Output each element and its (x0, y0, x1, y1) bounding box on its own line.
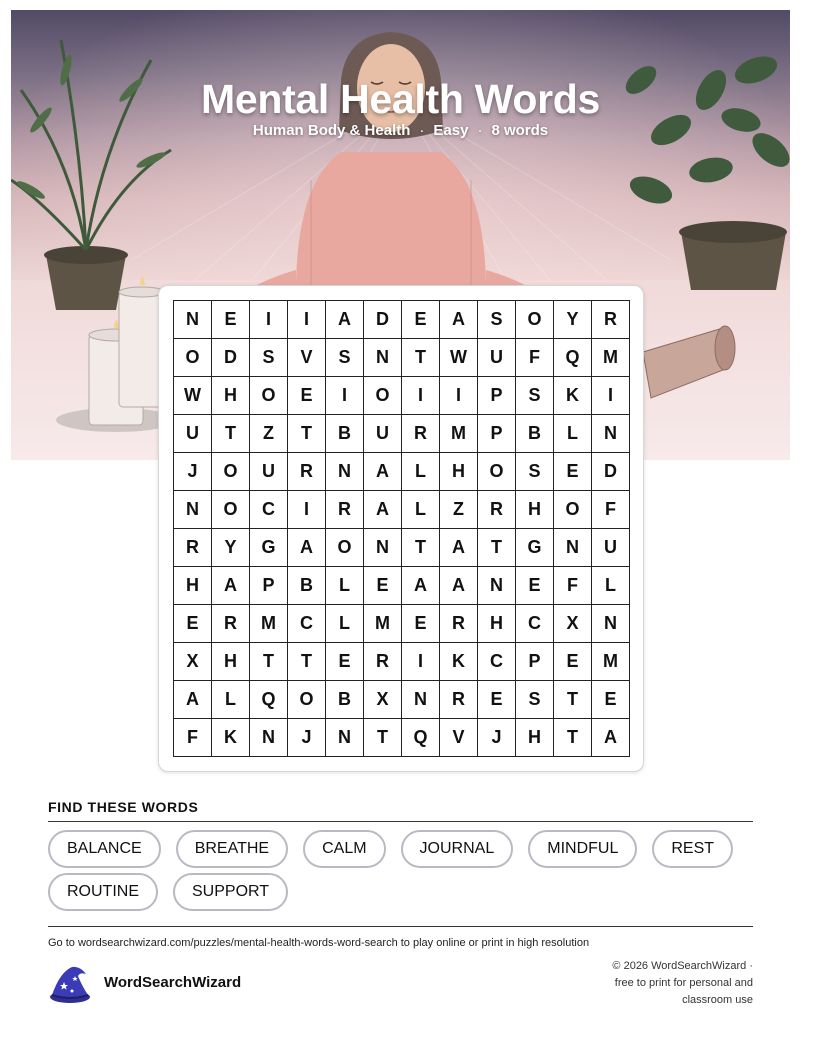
word-pill-balance: BALANCE (48, 830, 161, 868)
grid-cell[interactable]: U (592, 529, 630, 567)
grid-cell[interactable]: K (554, 377, 592, 415)
grid-cell[interactable]: M (440, 415, 478, 453)
grid-cell[interactable]: R (212, 605, 250, 643)
grid-cell[interactable]: C (250, 491, 288, 529)
grid-cell[interactable]: N (250, 719, 288, 757)
grid-cell[interactable]: N (554, 529, 592, 567)
grid-cell[interactable]: G (516, 529, 554, 567)
category-label: Human Body & Health (252, 122, 411, 139)
grid-cell[interactable]: N (174, 301, 212, 339)
grid-cell[interactable]: A (364, 491, 402, 529)
word-count-label: 8 words (491, 122, 549, 139)
grid-cell[interactable]: U (364, 415, 402, 453)
grid-cell[interactable]: C (516, 605, 554, 643)
grid-cell[interactable]: S (516, 681, 554, 719)
word-pill-breathe: BREATHE (176, 830, 288, 868)
grid-cell[interactable]: M (364, 605, 402, 643)
grid-cell[interactable]: M (592, 339, 630, 377)
grid-cell[interactable]: L (402, 491, 440, 529)
grid-cell[interactable]: B (326, 681, 364, 719)
grid-cell[interactable]: A (212, 567, 250, 605)
grid-cell[interactable]: D (364, 301, 402, 339)
grid-cell[interactable]: C (478, 643, 516, 681)
grid-cell[interactable]: T (402, 339, 440, 377)
grid-cell[interactable]: O (554, 491, 592, 529)
grid-cell[interactable]: N (364, 339, 402, 377)
grid-cell[interactable]: S (250, 339, 288, 377)
grid-cell[interactable]: H (478, 605, 516, 643)
grid-cell[interactable]: E (174, 605, 212, 643)
grid-cell[interactable]: A (288, 529, 326, 567)
grid-cell[interactable]: N (326, 719, 364, 757)
grid-cell[interactable]: L (326, 567, 364, 605)
grid-cell[interactable]: H (174, 567, 212, 605)
grid-cell[interactable]: T (554, 719, 592, 757)
grid-cell[interactable]: F (592, 491, 630, 529)
footer-url-text: Go to wordsearchwizard.com/puzzles/mental-health-words-word-search to play online or print in high resolution (48, 937, 590, 949)
grid-cell[interactable]: Y (554, 301, 592, 339)
copyright-line: © 2026 WordSearchWizard · (612, 960, 753, 972)
grid-cell[interactable]: E (402, 605, 440, 643)
grid-cell[interactable]: Q (250, 681, 288, 719)
divider (48, 821, 753, 822)
grid-cell[interactable]: R (440, 681, 478, 719)
word-list-heading: FIND THESE WORDS (48, 799, 199, 815)
grid-cell[interactable]: N (174, 491, 212, 529)
grid-cell[interactable]: A (326, 301, 364, 339)
grid-cell[interactable]: R (326, 491, 364, 529)
grid-cell[interactable]: H (516, 491, 554, 529)
grid-cell[interactable]: O (250, 377, 288, 415)
page-title: Mental Health Words (200, 76, 601, 122)
grid-cell[interactable]: L (402, 453, 440, 491)
puzzle-meta (11, 122, 790, 139)
grid-cell[interactable]: R (402, 415, 440, 453)
grid-cell[interactable]: S (516, 377, 554, 415)
wizard-hat-icon (46, 964, 92, 1004)
grid-cell[interactable]: P (478, 415, 516, 453)
grid-cell[interactable]: J (478, 719, 516, 757)
word-pill-mindful: MINDFUL (528, 830, 637, 868)
grid-cell[interactable]: I (288, 491, 326, 529)
grid-cell[interactable]: R (364, 643, 402, 681)
grid-cell[interactable]: A (402, 567, 440, 605)
grid-cell[interactable]: X (364, 681, 402, 719)
grid-cell[interactable]: X (174, 643, 212, 681)
grid-cell[interactable]: O (212, 491, 250, 529)
grid-cell[interactable]: O (364, 377, 402, 415)
copyright-line: free to print for personal and (614, 977, 753, 989)
grid-cell[interactable]: L (326, 605, 364, 643)
grid-cell[interactable]: A (364, 453, 402, 491)
letter-grid (173, 300, 630, 757)
grid-cell[interactable]: D (592, 453, 630, 491)
grid-cell[interactable]: P (250, 567, 288, 605)
grid-cell[interactable]: U (250, 453, 288, 491)
grid-cell[interactable]: I (402, 643, 440, 681)
grid-cell[interactable]: J (288, 719, 326, 757)
grid-cell[interactable]: U (478, 339, 516, 377)
grid-cell[interactable]: E (364, 567, 402, 605)
grid-cell[interactable]: T (212, 415, 250, 453)
word-pill-rest: REST (652, 830, 733, 868)
grid-cell[interactable]: A (174, 681, 212, 719)
grid-cell[interactable]: O (326, 529, 364, 567)
grid-cell[interactable]: E (478, 681, 516, 719)
grid-cell[interactable]: L (212, 681, 250, 719)
grid-cell[interactable]: I (326, 377, 364, 415)
grid-cell[interactable]: H (212, 643, 250, 681)
grid-cell[interactable]: T (288, 643, 326, 681)
grid-cell[interactable]: R (288, 453, 326, 491)
grid-cell[interactable]: J (174, 453, 212, 491)
grid-cell[interactable]: O (516, 301, 554, 339)
word-pill-calm: CALM (303, 830, 385, 868)
grid-cell[interactable]: M (250, 605, 288, 643)
grid-cell[interactable]: O (212, 453, 250, 491)
grid-cell[interactable]: Q (554, 339, 592, 377)
copyright-line: classroom use (682, 994, 753, 1006)
grid-cell[interactable]: K (212, 719, 250, 757)
grid-cell[interactable]: H (516, 719, 554, 757)
puzzle-card (158, 285, 644, 772)
grid-cell[interactable]: Z (440, 491, 478, 529)
grid-cell[interactable]: E (592, 681, 630, 719)
grid-cell[interactable]: N (592, 415, 630, 453)
grid-cell[interactable]: Z (250, 415, 288, 453)
grid-cell[interactable]: A (440, 529, 478, 567)
grid-cell[interactable]: E (516, 567, 554, 605)
grid-cell[interactable]: H (440, 453, 478, 491)
meta-separator: · (477, 122, 483, 139)
grid-cell[interactable]: I (250, 301, 288, 339)
grid-cell[interactable]: O (174, 339, 212, 377)
word-pill-journal: JOURNAL (401, 830, 514, 868)
grid-cell[interactable]: Q (402, 719, 440, 757)
grid-cell[interactable]: V (288, 339, 326, 377)
grid-cell[interactable]: L (554, 415, 592, 453)
grid-cell[interactable]: M (592, 643, 630, 681)
grid-cell[interactable]: N (402, 681, 440, 719)
grid-cell[interactable]: F (174, 719, 212, 757)
grid-cell[interactable]: D (212, 339, 250, 377)
grid-cell[interactable]: E (402, 301, 440, 339)
grid-cell[interactable]: I (440, 377, 478, 415)
grid-cell[interactable]: O (288, 681, 326, 719)
grid-cell[interactable]: A (440, 567, 478, 605)
grid-cell[interactable]: I (288, 301, 326, 339)
grid-cell[interactable]: T (250, 643, 288, 681)
grid-cell[interactable]: B (288, 567, 326, 605)
divider (48, 926, 753, 927)
grid-cell[interactable]: W (440, 339, 478, 377)
grid-cell[interactable]: E (554, 453, 592, 491)
grid-cell[interactable]: E (212, 301, 250, 339)
grid-cell[interactable]: S (516, 453, 554, 491)
grid-cell[interactable]: F (516, 339, 554, 377)
grid-cell[interactable]: O (478, 453, 516, 491)
grid-cell[interactable]: B (516, 415, 554, 453)
grid-cell[interactable]: S (478, 301, 516, 339)
grid-cell[interactable]: P (516, 643, 554, 681)
grid-cell[interactable]: R (478, 491, 516, 529)
grid-cell[interactable]: I (402, 377, 440, 415)
grid-cell[interactable]: T (554, 681, 592, 719)
grid-cell[interactable]: E (554, 643, 592, 681)
grid-cell[interactable]: A (440, 301, 478, 339)
grid-cell[interactable]: Y (212, 529, 250, 567)
grid-cell[interactable]: N (326, 453, 364, 491)
grid-cell[interactable]: T (478, 529, 516, 567)
grid-cell[interactable]: G (250, 529, 288, 567)
grid-cell[interactable]: P (478, 377, 516, 415)
grid-cell[interactable]: R (174, 529, 212, 567)
grid-cell[interactable]: C (288, 605, 326, 643)
word-pill-routine: ROUTINE (48, 873, 158, 911)
word-list (48, 830, 768, 911)
word-pill-support: SUPPORT (173, 873, 288, 911)
difficulty-label: Easy (433, 122, 469, 139)
grid-cell[interactable]: V (440, 719, 478, 757)
grid-cell[interactable]: E (288, 377, 326, 415)
brand-name: WordSearchWizard (104, 974, 242, 991)
meta-separator: · (419, 122, 425, 139)
grid-cell[interactable]: W (174, 377, 212, 415)
grid-cell[interactable]: I (592, 377, 630, 415)
grid-cell[interactable]: N (592, 605, 630, 643)
grid-cell[interactable]: L (592, 567, 630, 605)
grid-cell[interactable]: X (554, 605, 592, 643)
grid-cell[interactable]: R (440, 605, 478, 643)
copyright-notice (563, 958, 753, 1009)
grid-cell[interactable]: B (326, 415, 364, 453)
grid-cell[interactable]: S (326, 339, 364, 377)
grid-cell[interactable]: U (174, 415, 212, 453)
grid-cell[interactable]: A (592, 719, 630, 757)
grid-cell[interactable]: T (402, 529, 440, 567)
grid-cell[interactable]: K (440, 643, 478, 681)
grid-cell[interactable]: F (554, 567, 592, 605)
grid-cell[interactable]: R (592, 301, 630, 339)
grid-cell[interactable]: E (326, 643, 364, 681)
grid-cell[interactable]: N (478, 567, 516, 605)
grid-cell[interactable]: H (212, 377, 250, 415)
grid-cell[interactable]: T (364, 719, 402, 757)
grid-cell[interactable]: N (364, 529, 402, 567)
grid-cell[interactable]: T (288, 415, 326, 453)
